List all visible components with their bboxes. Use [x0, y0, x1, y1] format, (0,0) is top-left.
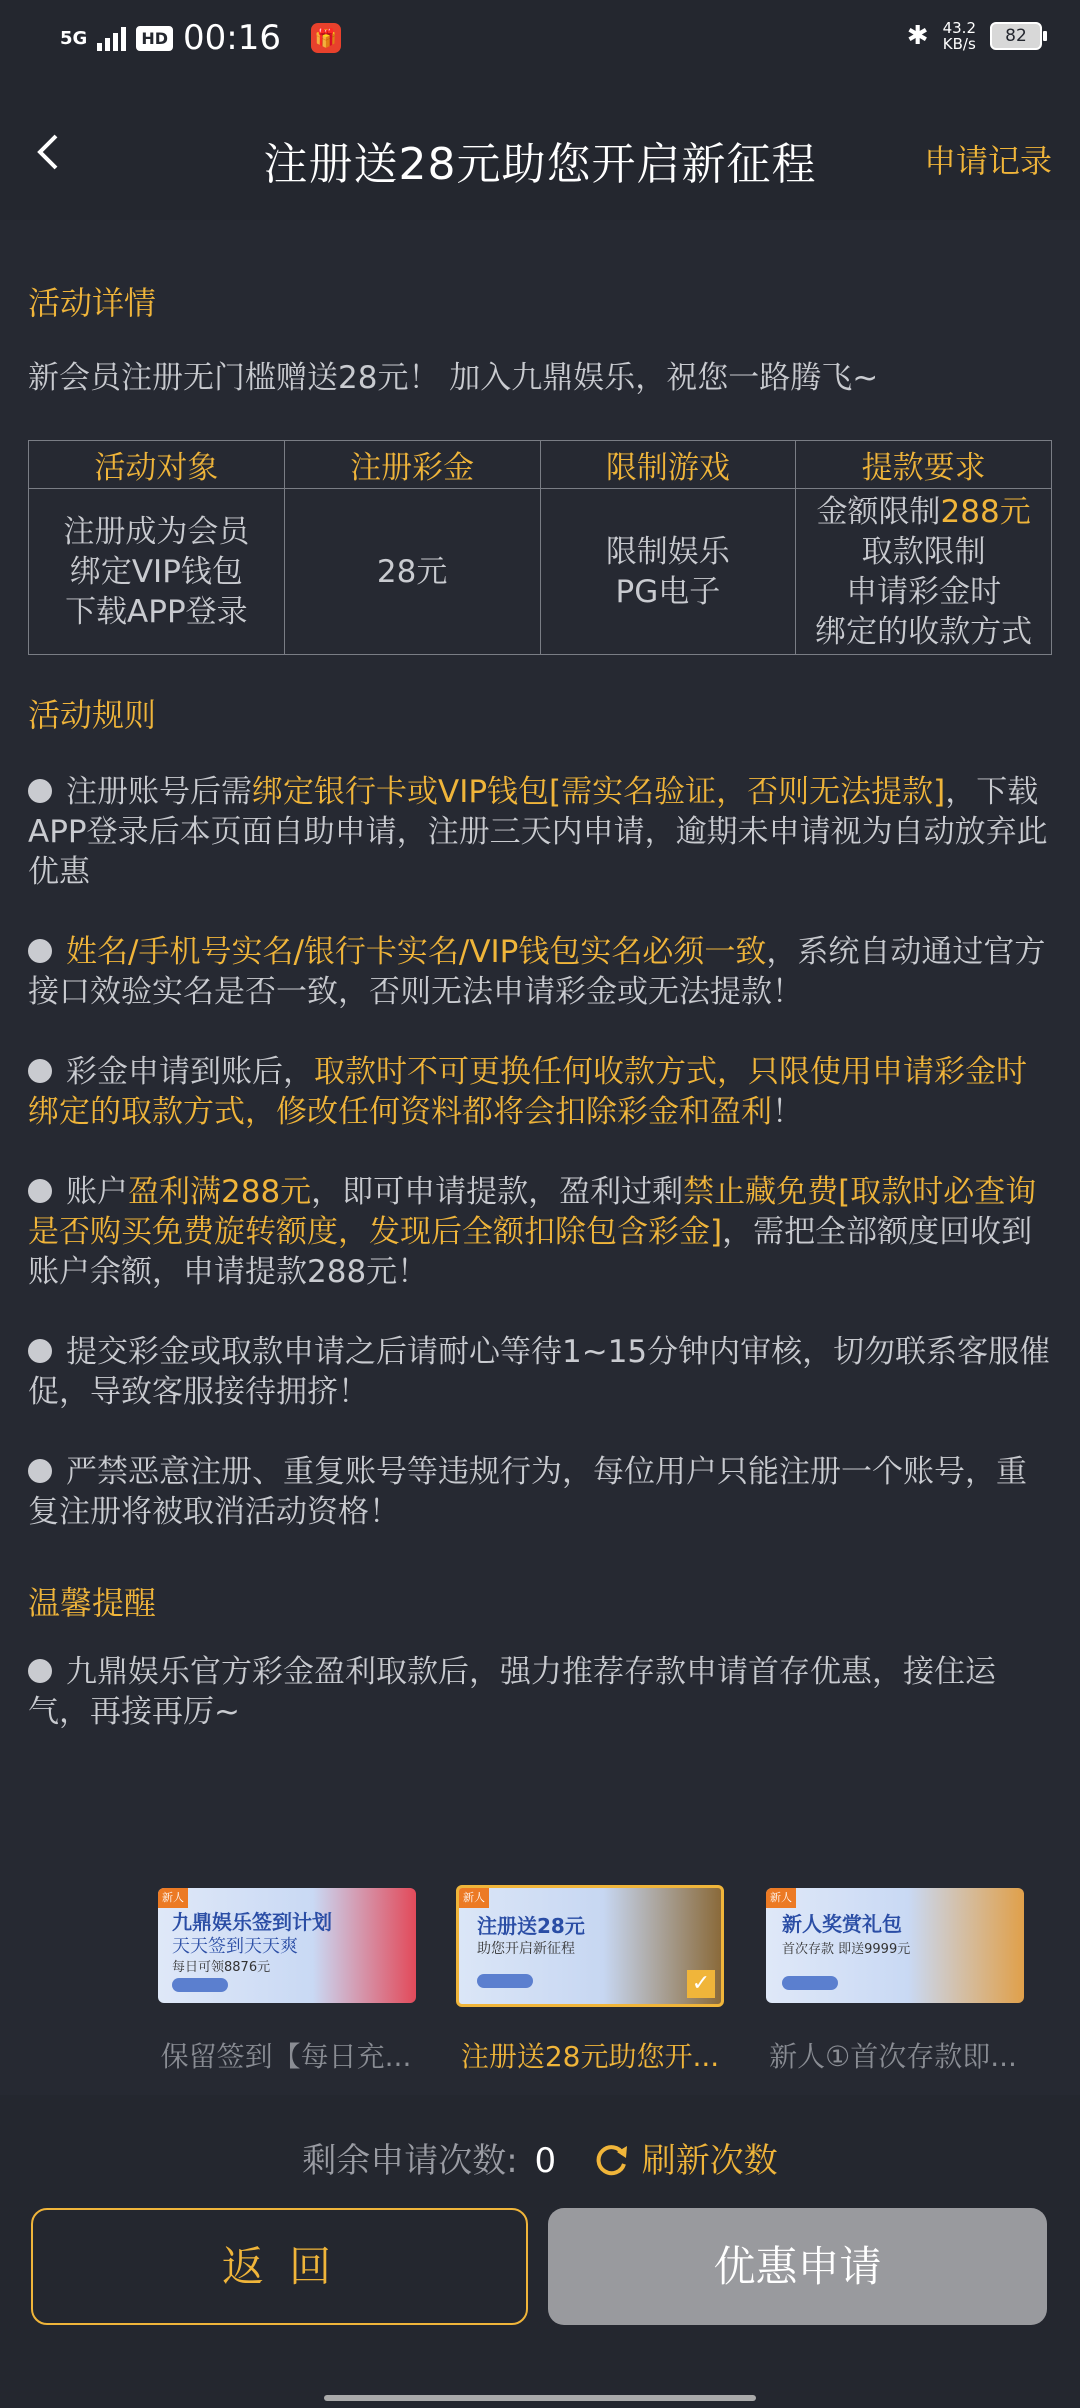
- header-withdraw: 提款要求: [796, 441, 1052, 489]
- cell-target: 注册成为会员 绑定VIP钱包 下载APP登录: [29, 489, 285, 655]
- bullet-icon: [28, 939, 52, 963]
- bullet-icon: [28, 1179, 52, 1203]
- refresh-icon[interactable]: [591, 2140, 631, 2180]
- home-indicator[interactable]: [324, 2395, 756, 2401]
- selected-check-icon: ✓: [687, 1970, 715, 1998]
- card-caption[interactable]: 保留签到【每日充...: [160, 2040, 412, 2073]
- card-caption[interactable]: 新人①首次存款即...: [769, 2040, 1017, 2073]
- bluetooth-icon: ✱: [906, 21, 929, 51]
- details-intro: 新会员注册无门槛赠送28元！ 加入九鼎娱乐，祝您一路腾飞~: [28, 360, 879, 396]
- bullet-icon: [28, 1059, 52, 1083]
- bullet-icon: [28, 1459, 52, 1483]
- tips-title: 温馨提醒: [28, 1584, 157, 1622]
- signal-icon: [97, 25, 126, 51]
- card-button: [477, 1974, 533, 1988]
- promo-card-register[interactable]: 新人 注册送28元 助您开启新征程 ✓: [456, 1885, 724, 2007]
- bullet-icon: [28, 779, 52, 803]
- rule-item: 提交彩金或取款申请之后请耐心等待1~15分钟内审核，切勿联系客服催促，导致客服接待拥挤！: [28, 1334, 1051, 1410]
- network-type: 5G: [60, 27, 88, 49]
- header-bonus: 注册彩金: [284, 441, 540, 489]
- battery-icon: 82: [990, 22, 1042, 50]
- notification-app-icon: 🎁: [311, 23, 341, 53]
- cell-withdraw: 金额限制288元 取款限制 申请彩金时 绑定的收款方式: [796, 489, 1052, 655]
- refresh-count-link[interactable]: 刷新次数: [641, 2141, 778, 2181]
- remaining-count: 剩余申请次数: 0 刷新次数: [302, 2141, 778, 2181]
- apply-promotion-button[interactable]: 优惠申请: [548, 2208, 1047, 2325]
- bullet-icon: [28, 1659, 52, 1683]
- card-button: [782, 1976, 838, 1990]
- promo-card-newbie[interactable]: 新人 新人奖赏礼包 首次存款 即送9999元: [766, 1888, 1024, 2003]
- rule-item: 彩金申请到账后，取款时不可更换任何收款方式，只限使用申请彩金时绑定的取款方式，修改任何资料都将会扣除彩金和盈利！: [28, 1054, 1027, 1130]
- status-bar: [0, 0, 1080, 84]
- page-title: 注册送28元助您开启新征程: [263, 139, 817, 190]
- rule-item: 账户盈利满288元，即可申请提款，盈利过剩禁止藏免费[取款时必查询是否购买免费旋转额度，发现后全额扣除包含彩金]，需把全部额度回收到账户余额，申请提款288元！: [28, 1174, 1037, 1290]
- header-target: 活动对象: [29, 441, 285, 489]
- card-caption-selected[interactable]: 注册送28元助您开...: [460, 2040, 720, 2073]
- network-speed: 43.2 KB/s: [942, 19, 976, 53]
- bullet-icon: [28, 1339, 52, 1363]
- promo-card-signin[interactable]: 新人 九鼎娱乐签到计划 天天签到天天爽 每日可领8876元: [158, 1888, 416, 2003]
- activity-table: [28, 440, 1052, 655]
- header-games: 限制游戏: [540, 441, 796, 489]
- rules-title: 活动规则: [28, 696, 157, 734]
- rule-item: 严禁恶意注册、重复账号等违规行为，每位用户只能注册一个账号，重复注册将被取消活动资格！: [28, 1454, 1027, 1530]
- hd-icon: HD: [136, 26, 173, 51]
- tip-item: 九鼎娱乐官方彩金盈利取款后，强力推荐存款申请首存优惠，接住运气，再接再厉~: [28, 1654, 996, 1730]
- rule-item: 姓名/手机号实名/银行卡实名/VIP钱包实名必须一致，系统自动通过官方接口效验实名是否一致，否则无法申请彩金或无法提款！: [28, 934, 1046, 1010]
- cell-bonus: 28元: [284, 489, 540, 655]
- rule-item: 注册账号后需绑定银行卡或VIP钱包[需实名验证，否则无法提款]，下载APP登录后本页面自助申请，注册三天内申请，逾期未申请视为自动放弃此优惠: [28, 774, 1048, 890]
- cell-games: 限制娱乐 PG电子: [540, 489, 796, 655]
- back-button[interactable]: 返 回: [31, 2208, 528, 2325]
- details-title: 活动详情: [28, 284, 157, 322]
- nav-bar: [0, 84, 1080, 220]
- clock: 00:16: [182, 18, 281, 58]
- apply-record-link[interactable]: 申请记录: [923, 142, 1052, 180]
- card-button: [172, 1978, 228, 1992]
